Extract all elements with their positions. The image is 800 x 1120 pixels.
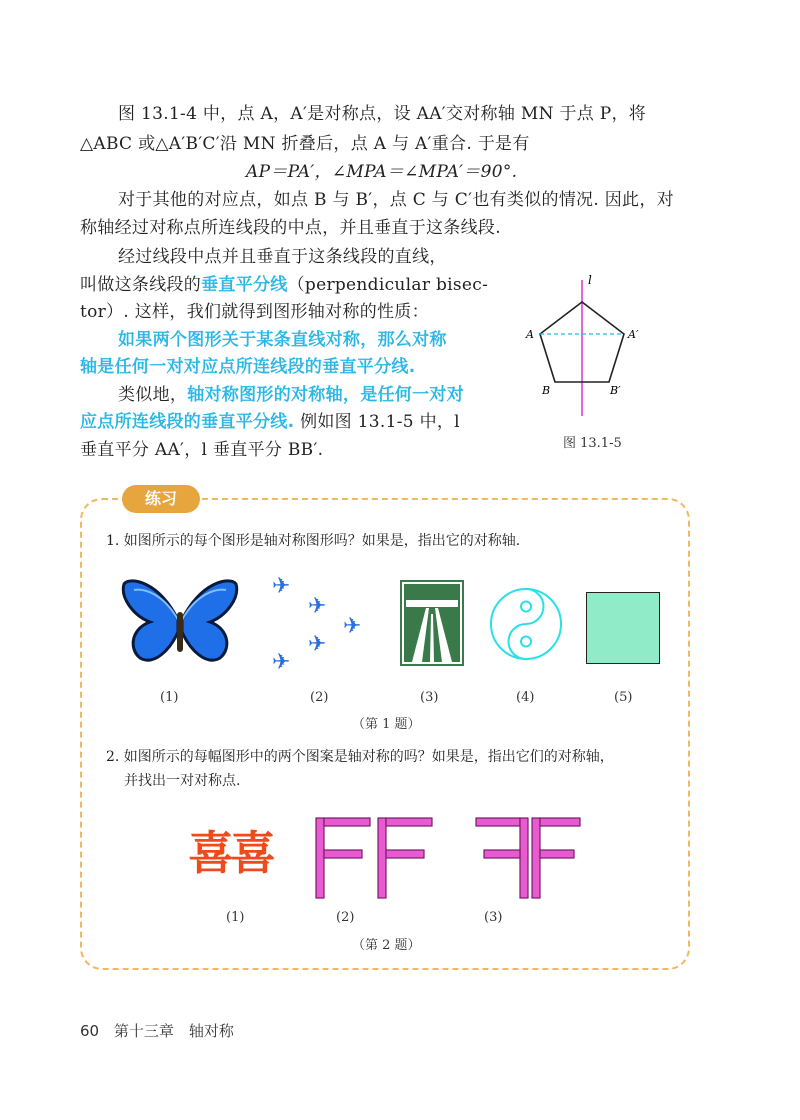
paragraph-line: 经过线段中点并且垂直于这条线段的直线， bbox=[118, 247, 447, 267]
question-caption: （第 2 题） bbox=[352, 938, 421, 953]
question-caption: （第 1 题） bbox=[352, 717, 421, 732]
figure-caption: 图 13.1-5 bbox=[563, 436, 622, 451]
paragraph-line: 对于其他的对应点，如点 B 与 B′，点 C 与 C′也有类似的情况. 因此，对 bbox=[118, 190, 674, 210]
figure-label: (5) bbox=[614, 690, 633, 705]
page-footer bbox=[80, 1020, 234, 1041]
highlight-span: 轴对称图形的对称轴，是任何一对对 bbox=[187, 385, 465, 405]
paragraph-line: 图 13.1-4 中，点 A，A′是对称点，设 AA′交对称轴 MN 于点 P，将 bbox=[118, 104, 647, 124]
two-f-image bbox=[312, 814, 440, 902]
label-b-prime: B′ bbox=[610, 384, 621, 397]
paragraph-line bbox=[80, 272, 488, 298]
text-span: 例如图 13.1-5 中，l bbox=[294, 412, 460, 432]
paragraph-line: △ABC 或△A′B′C′沿 MN 折叠后，点 A 与 A′重合. 于是有 bbox=[80, 134, 530, 154]
mirrored-f-image bbox=[474, 814, 582, 902]
text-span: （perpendicular bisec- bbox=[287, 275, 489, 295]
plane-icon: ✈ bbox=[308, 594, 327, 619]
figure-label: (4) bbox=[516, 690, 535, 705]
highlight-span: 应点所连线段的垂直平分线. bbox=[80, 412, 295, 432]
paragraph-line: 称轴经过对称点所连线段的中点，并且垂直于这条线段. bbox=[80, 218, 501, 238]
term-perpendicular-bisector: 垂直平分线 bbox=[201, 275, 288, 295]
yin-yang-image bbox=[488, 586, 564, 662]
property-statement: 轴是任何一对对应点所连线段的垂直平分线. bbox=[80, 357, 416, 377]
formula: AP＝PA′，∠MPA＝∠MPA′＝90°. bbox=[246, 162, 518, 182]
plane-icon: ✈ bbox=[272, 650, 291, 675]
highway-sign-image bbox=[398, 578, 466, 668]
figure-label: (1) bbox=[226, 910, 245, 925]
plane-icon: ✈ bbox=[343, 614, 362, 639]
text-span: 叫做这条线段的 bbox=[80, 275, 202, 295]
question-2-line2: 并找出一对对称点. bbox=[124, 773, 241, 789]
exercise-tag: 练习 bbox=[122, 485, 200, 513]
property-statement: 如果两个图形关于某条直线对称，那么对称 bbox=[118, 330, 447, 350]
chapter-title: 第十三章 轴对称 bbox=[113, 1022, 234, 1040]
text-span: 类似地， bbox=[118, 385, 188, 405]
butterfly-image bbox=[120, 576, 240, 668]
plane-icon: ✈ bbox=[308, 632, 327, 657]
question-1: 1. 如图所示的每个图形是轴对称图形吗？如果是，指出它的对称轴. bbox=[106, 533, 521, 549]
question-2: 2. 如图所示的每幅图形中的两个图案是轴对称的吗？如果是，指出它们的对称轴， bbox=[106, 749, 614, 765]
square-image bbox=[586, 592, 660, 664]
double-happiness-image: 喜喜 bbox=[188, 826, 272, 880]
figure-label: (3) bbox=[484, 910, 503, 925]
paragraph-line: tor）. 这样，我们就得到图形轴对称的性质： bbox=[80, 302, 429, 322]
figure-label: (3) bbox=[420, 690, 439, 705]
plane-icon: ✈ bbox=[272, 574, 291, 599]
label-l: l bbox=[588, 273, 592, 287]
paragraph-line: 垂直平分 AA′，l 垂直平分 BB′. bbox=[80, 440, 324, 460]
page-number: 60 bbox=[80, 1022, 100, 1040]
label-a: A bbox=[526, 328, 534, 341]
label-b: B bbox=[542, 384, 551, 397]
pentagon-figure bbox=[520, 270, 660, 420]
figure-label: (1) bbox=[160, 690, 179, 705]
figure-label: (2) bbox=[310, 690, 329, 705]
paragraph-line bbox=[118, 382, 464, 408]
figure-label: (2) bbox=[336, 910, 355, 925]
label-a-prime: A′ bbox=[628, 328, 639, 341]
paragraph-line bbox=[80, 409, 460, 435]
